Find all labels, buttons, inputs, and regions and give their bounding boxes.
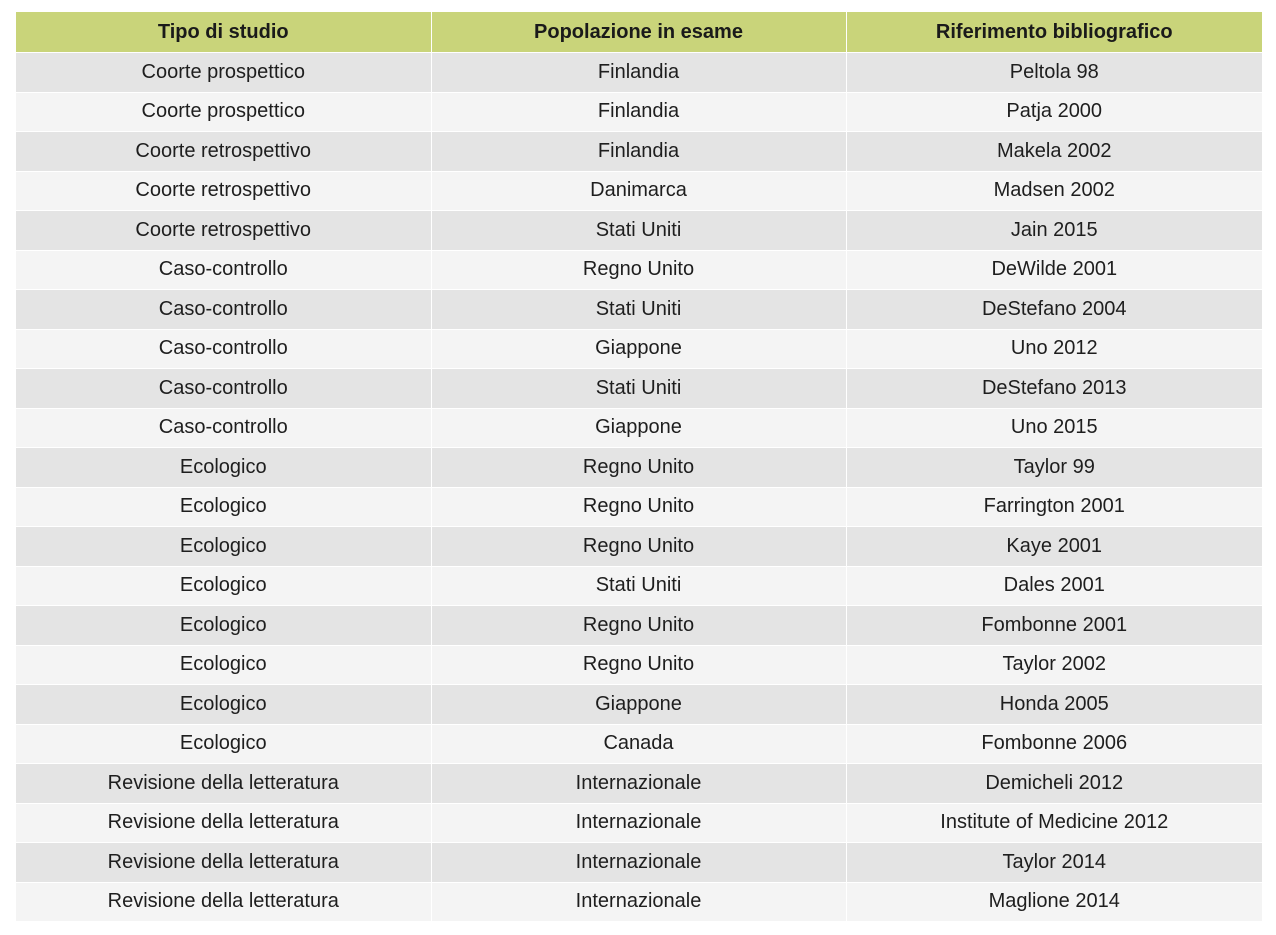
table-row	[16, 764, 1262, 804]
cell-reference: Dales 2001	[846, 566, 1262, 606]
header-population: Popolazione in esame	[431, 12, 846, 53]
cell-study-type: Ecologico	[16, 724, 431, 764]
table-header	[16, 12, 1262, 53]
cell-population: Internazionale	[431, 803, 846, 843]
cell-study-type: Ecologico	[16, 448, 431, 488]
cell-reference: Uno 2012	[846, 329, 1262, 369]
cell-study-type: Ecologico	[16, 487, 431, 527]
cell-reference: Uno 2015	[846, 408, 1262, 448]
table-row	[16, 132, 1262, 172]
cell-population: Canada	[431, 724, 846, 764]
cell-study-type: Caso-controllo	[16, 250, 431, 290]
cell-reference: Demicheli 2012	[846, 764, 1262, 804]
cell-population: Danimarca	[431, 171, 846, 211]
cell-reference: Honda 2005	[846, 685, 1262, 725]
table-row	[16, 329, 1262, 369]
table-row	[16, 882, 1262, 921]
cell-reference: Peltola 98	[846, 53, 1262, 93]
cell-reference: Fombonne 2001	[846, 606, 1262, 646]
header-row	[16, 12, 1262, 53]
table-row	[16, 685, 1262, 725]
cell-study-type: Ecologico	[16, 685, 431, 725]
table-row	[16, 606, 1262, 646]
cell-reference: Maglione 2014	[846, 882, 1262, 921]
cell-population: Internazionale	[431, 843, 846, 883]
cell-study-type: Revisione della letteratura	[16, 843, 431, 883]
cell-study-type: Revisione della letteratura	[16, 882, 431, 921]
cell-reference: Fombonne 2006	[846, 724, 1262, 764]
cell-population: Giappone	[431, 408, 846, 448]
table-row	[16, 566, 1262, 606]
cell-population: Giappone	[431, 685, 846, 725]
table-row	[16, 92, 1262, 132]
cell-reference: Jain 2015	[846, 211, 1262, 251]
cell-population: Regno Unito	[431, 250, 846, 290]
table-row	[16, 843, 1262, 883]
cell-population: Regno Unito	[431, 487, 846, 527]
cell-reference: Farrington 2001	[846, 487, 1262, 527]
cell-reference: DeStefano 2013	[846, 369, 1262, 409]
header-study-type: Tipo di studio	[16, 12, 431, 53]
cell-population: Stati Uniti	[431, 369, 846, 409]
studies-table	[16, 12, 1262, 921]
cell-population: Internazionale	[431, 764, 846, 804]
table-body	[16, 53, 1262, 922]
cell-reference: Makela 2002	[846, 132, 1262, 172]
cell-population: Regno Unito	[431, 606, 846, 646]
cell-population: Regno Unito	[431, 645, 846, 685]
table-row	[16, 53, 1262, 93]
cell-population: Regno Unito	[431, 448, 846, 488]
cell-population: Finlandia	[431, 132, 846, 172]
table-row	[16, 448, 1262, 488]
table-row	[16, 290, 1262, 330]
cell-reference: DeWilde 2001	[846, 250, 1262, 290]
table-row	[16, 408, 1262, 448]
cell-study-type: Caso-controllo	[16, 369, 431, 409]
cell-reference: Madsen 2002	[846, 171, 1262, 211]
cell-reference: Taylor 99	[846, 448, 1262, 488]
table-row	[16, 369, 1262, 409]
cell-population: Finlandia	[431, 53, 846, 93]
cell-reference: DeStefano 2004	[846, 290, 1262, 330]
table-row	[16, 487, 1262, 527]
cell-reference: Kaye 2001	[846, 527, 1262, 567]
cell-study-type: Coorte retrospettivo	[16, 171, 431, 211]
cell-study-type: Coorte retrospettivo	[16, 132, 431, 172]
table-row	[16, 645, 1262, 685]
cell-study-type: Ecologico	[16, 566, 431, 606]
table-row	[16, 803, 1262, 843]
cell-study-type: Caso-controllo	[16, 329, 431, 369]
table-row	[16, 250, 1262, 290]
cell-reference: Taylor 2014	[846, 843, 1262, 883]
cell-study-type: Revisione della letteratura	[16, 803, 431, 843]
cell-study-type: Coorte prospettico	[16, 53, 431, 93]
cell-study-type: Ecologico	[16, 645, 431, 685]
cell-study-type: Coorte retrospettivo	[16, 211, 431, 251]
cell-reference: Taylor 2002	[846, 645, 1262, 685]
cell-population: Regno Unito	[431, 527, 846, 567]
cell-reference: Institute of Medicine 2012	[846, 803, 1262, 843]
cell-study-type: Caso-controllo	[16, 408, 431, 448]
cell-reference: Patja 2000	[846, 92, 1262, 132]
cell-study-type: Ecologico	[16, 527, 431, 567]
cell-population: Stati Uniti	[431, 211, 846, 251]
cell-study-type: Coorte prospettico	[16, 92, 431, 132]
cell-population: Giappone	[431, 329, 846, 369]
table-row	[16, 724, 1262, 764]
cell-study-type: Caso-controllo	[16, 290, 431, 330]
cell-population: Stati Uniti	[431, 290, 846, 330]
cell-population: Stati Uniti	[431, 566, 846, 606]
table-row	[16, 171, 1262, 211]
cell-study-type: Ecologico	[16, 606, 431, 646]
cell-population: Internazionale	[431, 882, 846, 921]
cell-population: Finlandia	[431, 92, 846, 132]
cell-study-type: Revisione della letteratura	[16, 764, 431, 804]
table-row	[16, 527, 1262, 567]
table-row	[16, 211, 1262, 251]
studies-table-container	[16, 12, 1262, 921]
header-reference: Riferimento bibliografico	[846, 12, 1262, 53]
